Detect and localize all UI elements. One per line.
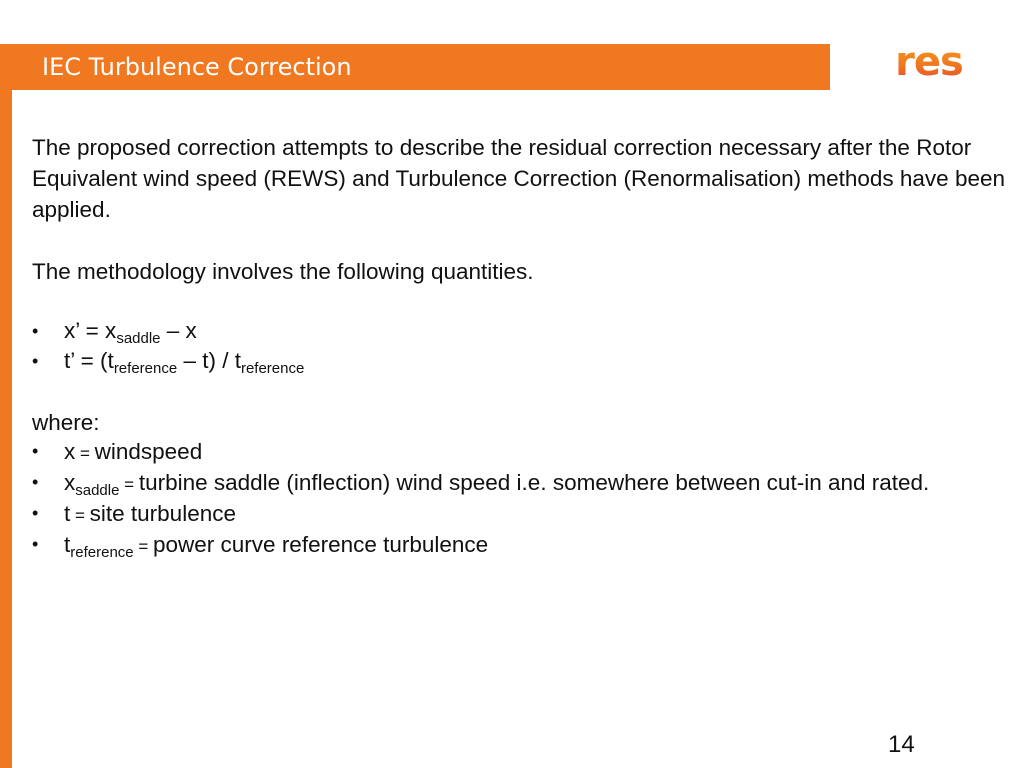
equation-list [32, 316, 1007, 376]
definition-item: • t = site turbulence [32, 499, 1007, 530]
slide-title: IEC Turbulence Correction [42, 53, 352, 81]
slide-body [32, 132, 1007, 561]
definition-item: • $t_{reference}$ = power curve reference turbulence [32, 530, 1007, 561]
where-label: where: [32, 410, 100, 435]
svg-text:res: res [895, 42, 963, 82]
equation-t-prime: • t’ = $(t_{reference} - t) / t_{reference}$ [32, 346, 1007, 376]
methodology-line: The methodology involves the following quantities. [32, 259, 534, 284]
left-accent-bar [0, 44, 12, 768]
page-number: 14 [888, 731, 915, 758]
equation-x-prime: • x’ = $x_{saddle}$ – x [32, 316, 1007, 346]
intro-paragraph: The proposed correction attempts to describe the residual correction necessary after the Rotor Equivalent wind speed (REWS) and Turbulence Correction (Renormalisation) methods have been applied. [32, 135, 1006, 222]
definition-item: • x = windspeed [32, 437, 1007, 468]
definition-item: • $x_{saddle}$ = turbine saddle (inflection) wind speed i.e. somewhere between cut-in and rated. [32, 468, 1007, 499]
definition-list [32, 437, 1007, 561]
res-logo [888, 42, 970, 82]
